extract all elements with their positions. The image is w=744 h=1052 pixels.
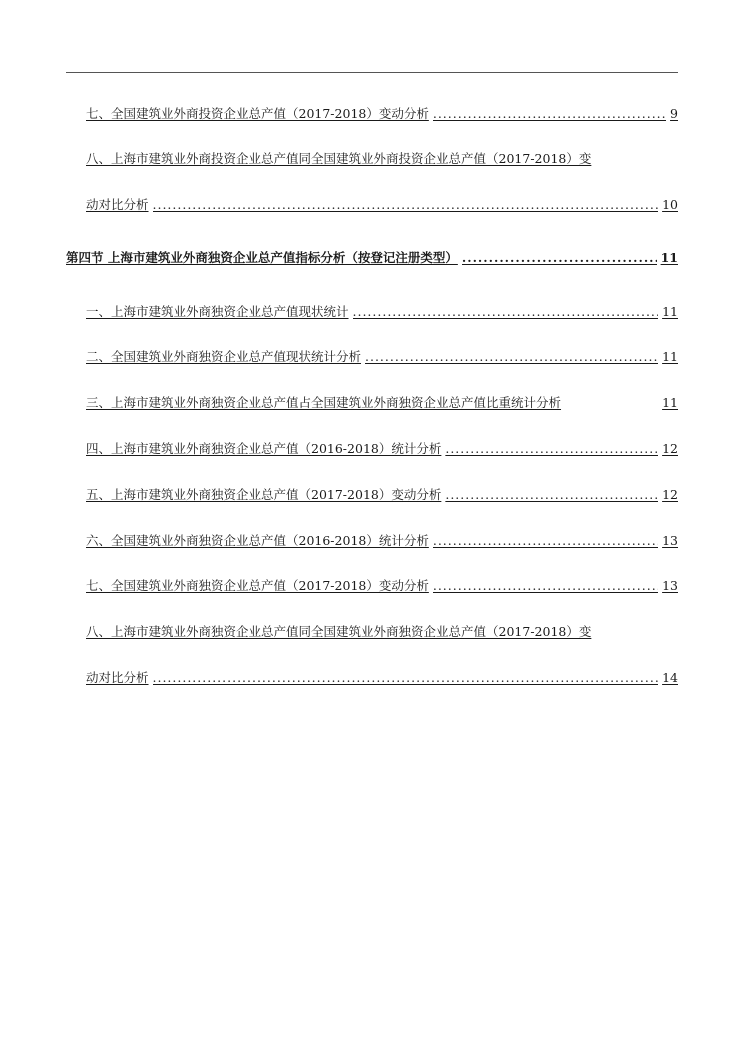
dot-leader: [365, 349, 658, 365]
toc-entry-text: 八、上海市建筑业外商独资企业总产值同全国建筑业外商独资企业总产值（2017-2018）变: [86, 624, 592, 639]
toc-page-number: 13: [662, 533, 678, 548]
toc-entry-text: 七、全国建筑业外商独资企业总产值（2017-2018）变动分析: [86, 578, 429, 593]
toc-entry[interactable]: [86, 151, 678, 167]
toc-entry[interactable]: [86, 106, 678, 122]
toc-entry-continuation[interactable]: [86, 197, 678, 213]
dot-leader: [153, 197, 659, 213]
dot-leader: [445, 487, 658, 503]
toc-page-number: 13: [662, 578, 678, 593]
dot-leader: [353, 304, 659, 320]
toc-entry-text: 动对比分析: [86, 670, 149, 685]
toc-page-number: 10: [662, 197, 678, 212]
toc-page-number: 11: [662, 395, 678, 410]
toc-page-number: 12: [662, 487, 678, 502]
toc-entry[interactable]: [86, 533, 678, 549]
toc-page-number: 12: [662, 441, 678, 456]
toc-entry-text: 第四节 上海市建筑业外商独资企业总产值指标分析（按登记注册类型）: [66, 250, 458, 265]
toc-page-number: 11: [662, 304, 678, 319]
toc-page-number: 14: [662, 670, 678, 685]
toc-entry-text: 四、上海市建筑业外商独资企业总产值（2016-2018）统计分析: [86, 441, 442, 456]
toc-entry[interactable]: [86, 304, 678, 320]
toc-entry[interactable]: [86, 349, 678, 365]
toc-entry-text: 六、全国建筑业外商独资企业总产值（2016-2018）统计分析: [86, 533, 429, 548]
toc-page-number: 11: [660, 250, 678, 265]
toc-entry-text: 八、上海市建筑业外商投资企业总产值同全国建筑业外商投资企业总产值（2017-2018）变: [86, 151, 592, 166]
toc-entry[interactable]: [86, 624, 678, 640]
dot-leader: [433, 533, 658, 549]
dot-leader: [462, 250, 657, 266]
header-rule: [66, 72, 678, 73]
toc-entry-continuation[interactable]: [86, 670, 678, 686]
toc-page-number: 11: [662, 349, 678, 364]
dot-leader: [445, 441, 658, 457]
toc-entry-text: 五、上海市建筑业外商独资企业总产值（2017-2018）变动分析: [86, 487, 442, 502]
dot-leader: [433, 106, 666, 122]
toc-entry-text: 二、全国建筑业外商独资企业总产值现状统计分析: [86, 349, 362, 364]
toc-entry-text: 七、全国建筑业外商投资企业总产值（2017-2018）变动分析: [86, 106, 429, 121]
toc-entry[interactable]: [86, 441, 678, 457]
toc-page-number: 9: [670, 106, 678, 121]
toc-entry-text: 三、上海市建筑业外商独资企业总产值占全国建筑业外商独资企业总产值比重统计分析: [86, 395, 562, 410]
dot-leader: [433, 578, 658, 594]
toc-section-heading[interactable]: [66, 250, 678, 266]
toc-entry-text: 动对比分析: [86, 197, 149, 212]
dot-leader: [153, 670, 659, 686]
toc-entry[interactable]: [86, 578, 678, 594]
toc-entry-text: 一、上海市建筑业外商独资企业总产值现状统计: [86, 304, 349, 319]
toc-entry[interactable]: [86, 487, 678, 503]
toc-entry[interactable]: [86, 395, 678, 411]
